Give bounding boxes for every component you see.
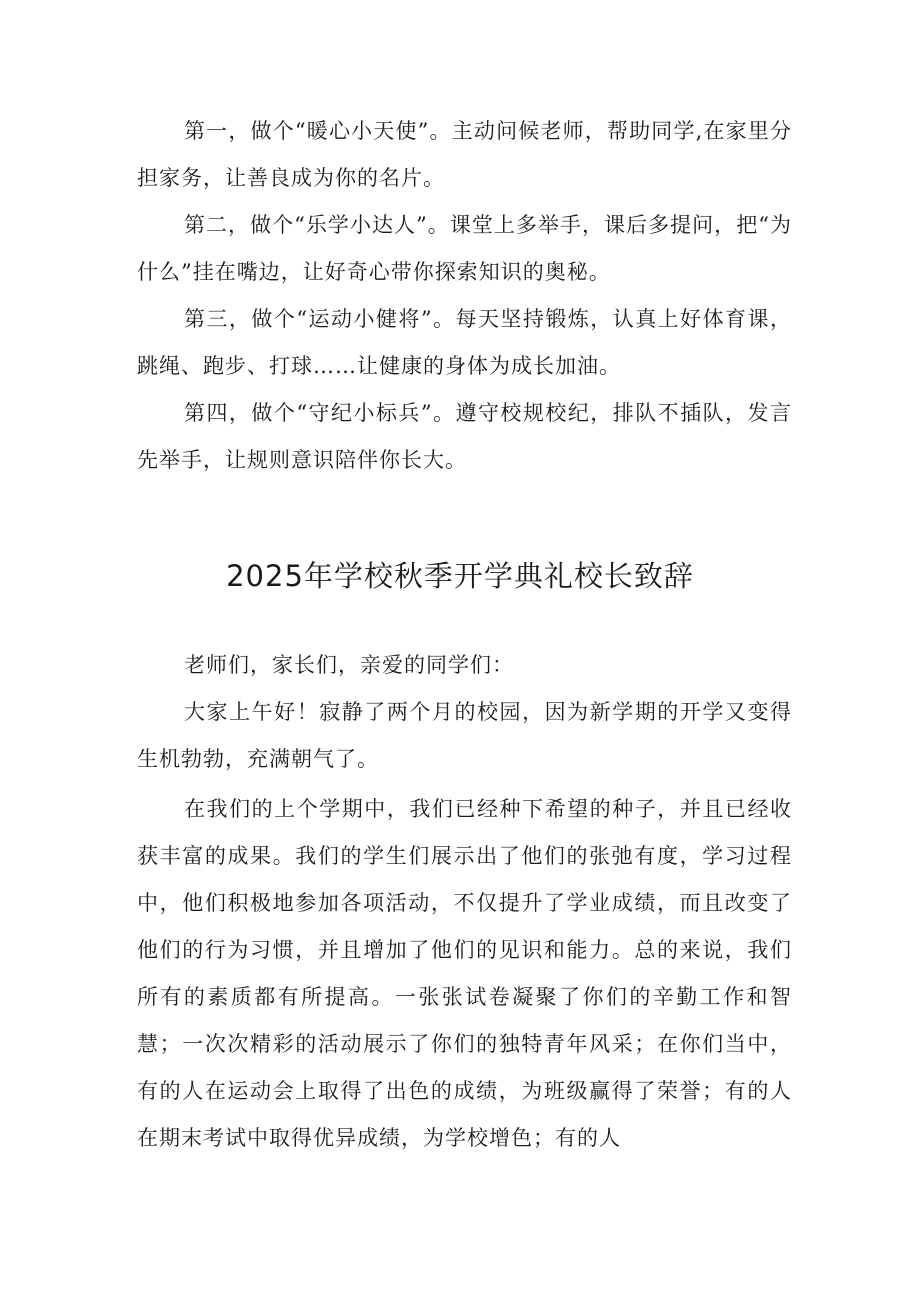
speech-paragraph-2: 在我们的上个学期中，我们已经种下希望的种子，并且已经收获丰富的成果。我们的学生们展示出了他们的张弛有度，学习过程中，他们积极地参加各项活动，不仅提升了学业成绩，而且改变了他们的行为习惯，并且增加了他们的见识和能力。总的来说，我们所有的素质都有所提高。一张张试卷凝聚了你们的辛勤工作和智慧；一次次精彩的活动展示了你们的独特青年风采；在你们当中，有的人在运动会上取得了出色的成绩，为班级赢得了荣誉；有的人在期末考试中取得优异成绩，为学校增色；有的人 — [137, 797, 792, 1150]
advice-paragraph-2: 第二，做个“乐学小达人”。课堂上多举手，课后多提问，把“为什么”挂在嘴边，让好奇心带你探索知识的奥秘。 — [137, 213, 792, 284]
advice-paragraph-4: 第四，做个“守纪小标兵”。遵守校规校纪，排队不插队，发言先举手，让规则意识陪伴你长大。 — [137, 401, 792, 472]
advice-section — [137, 108, 792, 484]
speech-paragraph-1: 大家上午好！寂静了两个月的校园，因为新学期的开学又变得生机勃勃，充满朝气了。 — [137, 700, 792, 771]
advice-paragraph-1: 第一，做个“暖心小天使”。主动问候老师，帮助同学,在家里分担家务，让善良成为你的名片。 — [137, 119, 792, 190]
speech-title: 2025年学校秋季开学典礼校长致辞 — [226, 559, 694, 593]
advice-paragraph-3: 第三，做个“运动小健将”。每天坚持锻炼，认真上好体育课，跳绳、跑步、打球……让健康的身体为成长加油。 — [137, 307, 792, 378]
speech-body — [137, 642, 792, 1162]
speech-salutation: 老师们，家长们，亲爱的同学们： — [184, 653, 514, 677]
